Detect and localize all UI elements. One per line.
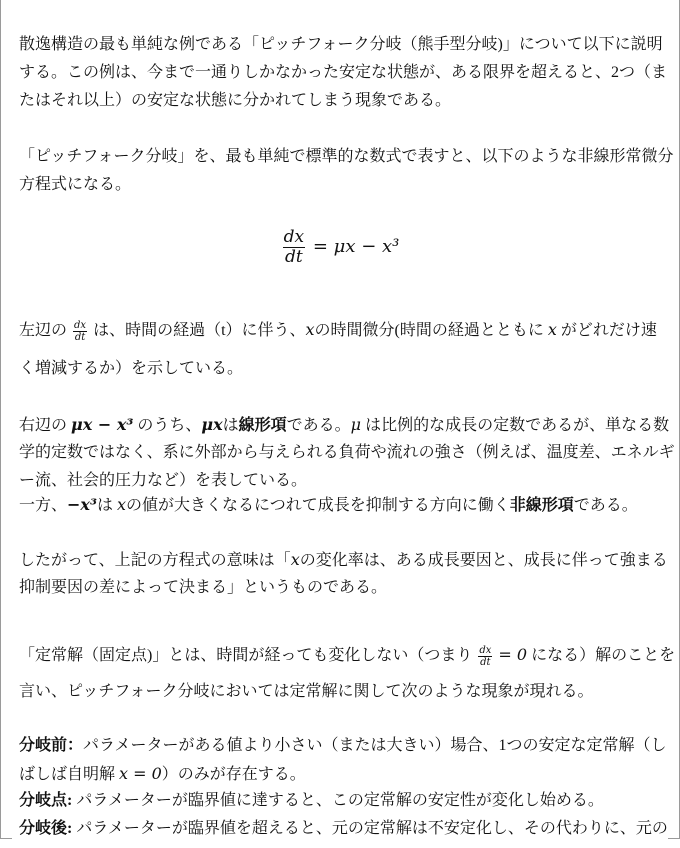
text-line bbox=[19, 764, 306, 785]
math-expression: μx − x³ bbox=[71, 415, 134, 434]
text-run: の値が大きくなるにつれて成長を抑制する方向に働く bbox=[126, 497, 510, 514]
text-run: は比例的な成長の定数であるが、単なる数 bbox=[361, 417, 670, 434]
page-left-border bbox=[0, 0, 1, 838]
text-run: ばしば自明解 bbox=[19, 766, 120, 783]
text-run: 言い、ピッチフォーク分岐においては定常解に関して次のような現象が現れる。 bbox=[19, 683, 594, 700]
text-run: パラメーターが臨界値に達すると、この定常解の安定性が変化し始める。 bbox=[76, 792, 604, 809]
math-expression: −x³ bbox=[67, 495, 97, 514]
text-line bbox=[19, 415, 669, 436]
text-run: 「定常解（固定点)」とは、時間が経っても変化しない（つまり bbox=[19, 647, 473, 665]
fraction-part: dt bbox=[74, 332, 86, 343]
text-run: である。 bbox=[286, 417, 351, 434]
math-expression: μx bbox=[201, 415, 223, 434]
text-run: パラメーターが臨界値を超えると、元の定常解は不安定化し、その代わりに、元の bbox=[76, 820, 668, 837]
text-run: の時間微分(時間の経過とともに bbox=[314, 322, 548, 340]
text-line bbox=[19, 359, 243, 379]
text-line bbox=[19, 791, 604, 811]
text-run: 左辺の bbox=[19, 322, 68, 340]
text-run: する。この例は、今まで一通りしかなかった安定な状態が、ある限界を超えると、2つ（ま bbox=[19, 64, 668, 81]
text-run: 学的定数ではなく、系に外部から与えられる負荷や流れの強さ（例えば、温度差、エネルギ bbox=[19, 444, 675, 461]
fraction-part: dt bbox=[480, 657, 491, 668]
math-variable: x bbox=[116, 495, 127, 514]
text-line bbox=[19, 35, 663, 55]
bold-term: 分岐後: bbox=[19, 820, 77, 837]
bold-term: 線形項 bbox=[238, 417, 287, 434]
text-run: く増減するか）を示している。 bbox=[19, 360, 244, 377]
text-run: がどれだけ速 bbox=[556, 322, 657, 340]
equation-numerator: dx bbox=[283, 227, 305, 247]
fraction-part: dx bbox=[74, 320, 87, 331]
text-run: は bbox=[96, 497, 117, 514]
text-run: パラメーターがある値より小さい（または大きい）場合、1つの安定な定常解（し bbox=[83, 737, 667, 754]
equation-derivative bbox=[283, 228, 305, 266]
text-run: したがって、上記の方程式の意味は「 bbox=[19, 552, 291, 569]
bold-term: 分岐点: bbox=[19, 792, 77, 809]
math-variable: = 0 bbox=[498, 645, 528, 665]
text-run: 「ピッチフォーク分岐」を、最も単純で標準的な数式で表すと、以下のような非線形常微分 bbox=[19, 148, 674, 165]
text-line bbox=[19, 550, 668, 571]
text-run: のうち、 bbox=[133, 417, 202, 434]
text-run: の変化率は、ある成長要因と、成長に伴って強まる bbox=[299, 552, 668, 569]
text-line bbox=[19, 682, 594, 702]
text-run: は、時間の経過（t）に伴う、 bbox=[93, 322, 306, 340]
text-line bbox=[19, 320, 657, 343]
math-variable: x bbox=[547, 320, 557, 340]
text-line bbox=[19, 63, 667, 83]
text-run: ）のみが存在する。 bbox=[161, 766, 306, 783]
text-run: になる）解のことを bbox=[527, 647, 676, 665]
math-variable: x bbox=[290, 550, 300, 569]
equation-denominator: dt bbox=[284, 246, 303, 267]
text-run: たはそれ以上）の安定な状態に分かれてしまう現象である。 bbox=[19, 92, 452, 109]
equation-rhs: = μx − x³ bbox=[312, 236, 400, 258]
text-line bbox=[19, 147, 674, 167]
math-variable: x = 0 bbox=[119, 764, 162, 783]
text-run: ー流、社会的圧力など）を表している。 bbox=[19, 472, 308, 489]
page-corner-mark bbox=[668, 838, 680, 839]
text-line bbox=[19, 443, 675, 463]
text-run: 右辺の bbox=[19, 417, 72, 434]
text-line bbox=[19, 736, 667, 756]
fraction-part: dx bbox=[479, 645, 492, 656]
inline-fraction bbox=[478, 645, 492, 668]
math-variable: μ bbox=[350, 415, 362, 434]
page-corner-mark bbox=[0, 838, 12, 839]
text-run: 一方、 bbox=[19, 497, 68, 514]
text-line bbox=[19, 819, 668, 839]
bold-term: 非線形項 bbox=[509, 497, 574, 514]
math-variable: x bbox=[305, 320, 315, 340]
bold-term: 分岐前： bbox=[19, 737, 84, 754]
text-run: は bbox=[222, 417, 239, 434]
text-line bbox=[19, 471, 307, 491]
text-run: である。 bbox=[573, 497, 638, 514]
text-run: 散逸構造の最も単純な例である「ピッチフォーク分岐（熊手型分岐)」について以下に説明 bbox=[19, 36, 663, 53]
text-line bbox=[19, 645, 675, 668]
inline-fraction bbox=[73, 320, 87, 343]
text-run: 抑制要因の差によって決まる」というものである。 bbox=[19, 579, 388, 596]
text-run: 方程式になる。 bbox=[19, 176, 132, 193]
text-line bbox=[19, 495, 638, 516]
pitchfork-equation bbox=[0, 228, 680, 266]
text-line bbox=[19, 91, 451, 111]
text-line bbox=[19, 578, 387, 598]
text-line bbox=[19, 175, 131, 195]
